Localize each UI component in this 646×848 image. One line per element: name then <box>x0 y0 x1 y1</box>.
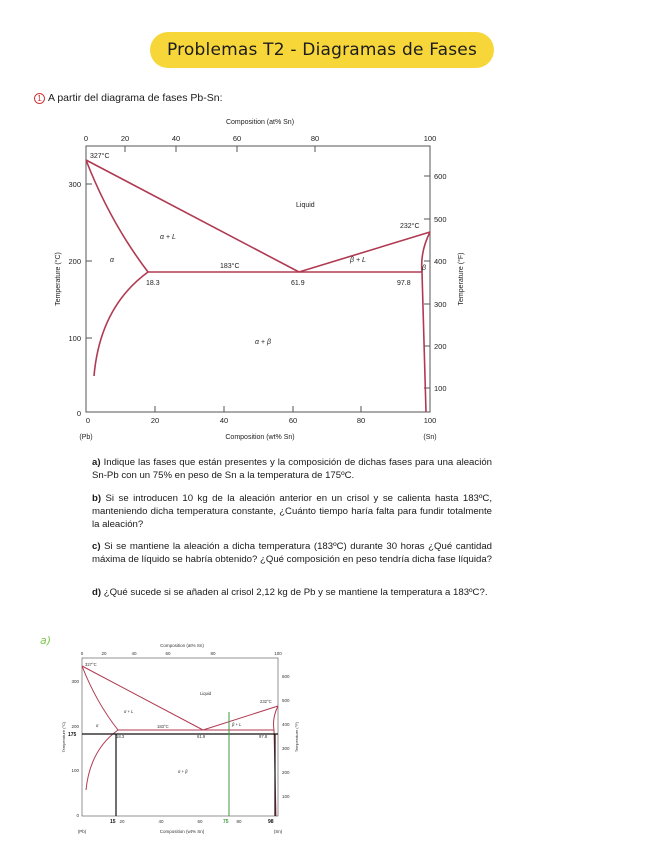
small-top-tick-80: 80 <box>210 651 216 656</box>
isotherm-175-label: 175 <box>68 732 77 738</box>
question-a-label: a) <box>92 457 101 468</box>
right-tick-600: 600 <box>434 172 447 181</box>
top-tick-100: 100 <box>423 134 437 143</box>
right-ticks <box>424 172 447 393</box>
question-d-label: d) <box>92 587 102 598</box>
small-label-pb: (Pb) <box>77 829 87 834</box>
region-alpha-l: α + L <box>160 234 176 241</box>
left-tick-0: 0 <box>76 409 81 418</box>
small-region-alpha-l: α + L <box>124 709 134 714</box>
small-bottom-tick-40: 40 <box>158 819 164 824</box>
small-right-tick-400: 400 <box>282 722 290 727</box>
answer-comp-mid: 75 <box>223 819 229 825</box>
question-c <box>92 540 492 566</box>
small-temp-sn: 232°C <box>260 699 272 704</box>
small-temp-pb: 327°C <box>85 662 97 667</box>
small-left-axis-title: Temperature (°C) <box>61 721 66 753</box>
page-title: Problemas T2 - Diagramas de Fases <box>166 40 478 60</box>
bottom-tick-20: 20 <box>150 416 160 425</box>
small-comp-beta: 97.8 <box>259 734 268 739</box>
problem-intro <box>34 92 223 104</box>
small-top-tick-20: 20 <box>101 651 107 656</box>
question-c-text: Si se mantiene la aleación a dicha temperatura (183ºC) durante 30 horas ¿Qué cantidad máxima de líquido se habría obtenido? ¿Qué composición en peso tendría dicha fase líquida? <box>92 541 492 565</box>
top-ticks <box>84 134 436 152</box>
bottom-tick-80: 80 <box>356 416 366 425</box>
small-right-tick-300: 300 <box>282 746 290 751</box>
temp-sn-label: 232°C <box>400 223 420 230</box>
small-region-alpha: α <box>96 723 99 728</box>
left-tick-200: 200 <box>68 257 81 266</box>
left-tick-300: 300 <box>68 180 81 189</box>
solvus-left <box>94 272 148 376</box>
comp-beta-label: 97.8 <box>397 280 411 287</box>
small-right-tick-200: 200 <box>282 770 290 775</box>
question-b <box>92 492 492 531</box>
small-comp-eutectic: 61.9 <box>197 734 206 739</box>
small-solvus-left <box>86 730 118 790</box>
top-tick-80: 80 <box>310 134 320 143</box>
small-left-tick-100: 100 <box>71 768 79 773</box>
bottom-tick-0: 0 <box>85 416 91 425</box>
region-liquid: Liquid <box>296 202 315 209</box>
question-a-text: Indique las fases que están presentes y la composición de dichas fases para una aleación Sn-Pb con un 75% en peso de Sn a la temperatura de 175ºC. <box>92 457 492 481</box>
plot-frame <box>86 146 430 412</box>
small-region-alpha-beta: α + β <box>178 769 188 774</box>
question-a <box>92 456 492 482</box>
small-right-axis-title: Temperature (°F) <box>294 721 299 753</box>
bottom-tick-100: 100 <box>423 416 437 425</box>
top-tick-0: 0 <box>83 134 89 143</box>
left-ticks <box>68 180 92 418</box>
answer-comp-right: 98 <box>268 819 274 825</box>
phase-boundaries <box>86 160 430 412</box>
bottom-tick-60: 60 <box>288 416 298 425</box>
region-beta-l: β + L <box>350 257 366 264</box>
right-tick-500: 500 <box>434 215 447 224</box>
small-top-tick-40: 40 <box>131 651 137 656</box>
title-banner <box>150 32 494 68</box>
small-comp-alpha: 18.3 <box>116 734 125 739</box>
phase-diagram <box>50 112 480 452</box>
bottom-ticks <box>86 406 436 425</box>
label-sn: (Sn) <box>423 434 437 441</box>
small-temp-eutectic: 183°C <box>157 724 169 729</box>
right-tick-200: 200 <box>434 342 447 351</box>
annotated-diagram <box>62 640 312 842</box>
problem-number: 1 <box>34 93 45 104</box>
right-tick-300: 300 <box>434 300 447 309</box>
small-left-tick-300: 300 <box>71 679 79 684</box>
region-beta: β <box>422 265 426 272</box>
problem-intro-text: A partir del diagrama de fases Pb-Sn: <box>48 92 223 104</box>
question-b-text: Si se introducen 10 kg de la aleación anterior en un crisol y se calienta hasta 183ºC, manteniendo dicha temperatura constante, ¿Cuánto tiempo haría falta para fundir totalmente la aleación? <box>92 493 492 530</box>
beta-boundary <box>422 232 430 412</box>
question-d-text: ¿Qué sucede si se añaden al crisol 2,12 kg de Pb y se mantiene la temperatura a 183ºC?. <box>103 587 488 598</box>
top-tick-40: 40 <box>171 134 181 143</box>
right-tick-100: 100 <box>434 384 447 393</box>
small-region-liquid: Liquid <box>200 691 212 696</box>
top-axis-title: Composition (at% Sn) <box>225 119 295 126</box>
small-bottom-tick-60: 60 <box>197 819 203 824</box>
small-left-tick-0: 0 <box>76 813 79 818</box>
small-label-sn: (Sn) <box>273 829 283 834</box>
small-right-tick-500: 500 <box>282 698 290 703</box>
top-tick-60: 60 <box>232 134 242 143</box>
question-b-label: b) <box>92 493 102 504</box>
temp-pb-label: 327°C <box>90 153 110 160</box>
liquidus-left <box>86 160 299 272</box>
small-right-tick-600: 600 <box>282 674 290 679</box>
region-alpha-beta: α + β <box>255 339 271 346</box>
left-axis-title: Temperature (°C) <box>55 252 62 306</box>
left-tick-100: 100 <box>68 334 81 343</box>
small-right-tick-100: 100 <box>282 794 290 799</box>
bottom-axis-title: Composition (wt% Sn) <box>225 434 295 441</box>
small-bottom-tick-80: 80 <box>236 819 242 824</box>
right-axis-title: Temperature (°F) <box>458 252 465 306</box>
region-alpha: α <box>110 257 114 264</box>
small-top-axis-title: Composition (at% Sn) <box>160 643 204 648</box>
answer-comp-left: 15 <box>110 819 116 825</box>
comp-eutectic-label: 61.9 <box>291 280 305 287</box>
top-tick-20: 20 <box>120 134 130 143</box>
small-top-tick-0: 0 <box>80 651 84 656</box>
small-bottom-tick-20: 20 <box>119 819 125 824</box>
small-beta-boundary <box>274 706 279 816</box>
small-top-tick-60: 60 <box>165 651 171 656</box>
question-d <box>92 586 492 599</box>
small-top-tick-100: 100 <box>274 651 282 656</box>
small-liquidus-left <box>82 666 203 730</box>
temp-eutectic-label: 183°C <box>220 263 240 270</box>
question-c-label: c) <box>92 541 101 552</box>
label-pb: (Pb) <box>79 434 93 441</box>
answer-label: a) <box>40 634 52 647</box>
small-bottom-axis-title: Composition (wt% Sn) <box>159 829 205 834</box>
comp-alpha-label: 18.3 <box>146 280 160 287</box>
bottom-tick-40: 40 <box>219 416 229 425</box>
small-region-beta-l: β + L <box>232 722 242 727</box>
small-left-tick-200: 200 <box>71 724 79 729</box>
liquidus-right <box>299 232 430 272</box>
right-tick-400: 400 <box>434 257 447 266</box>
